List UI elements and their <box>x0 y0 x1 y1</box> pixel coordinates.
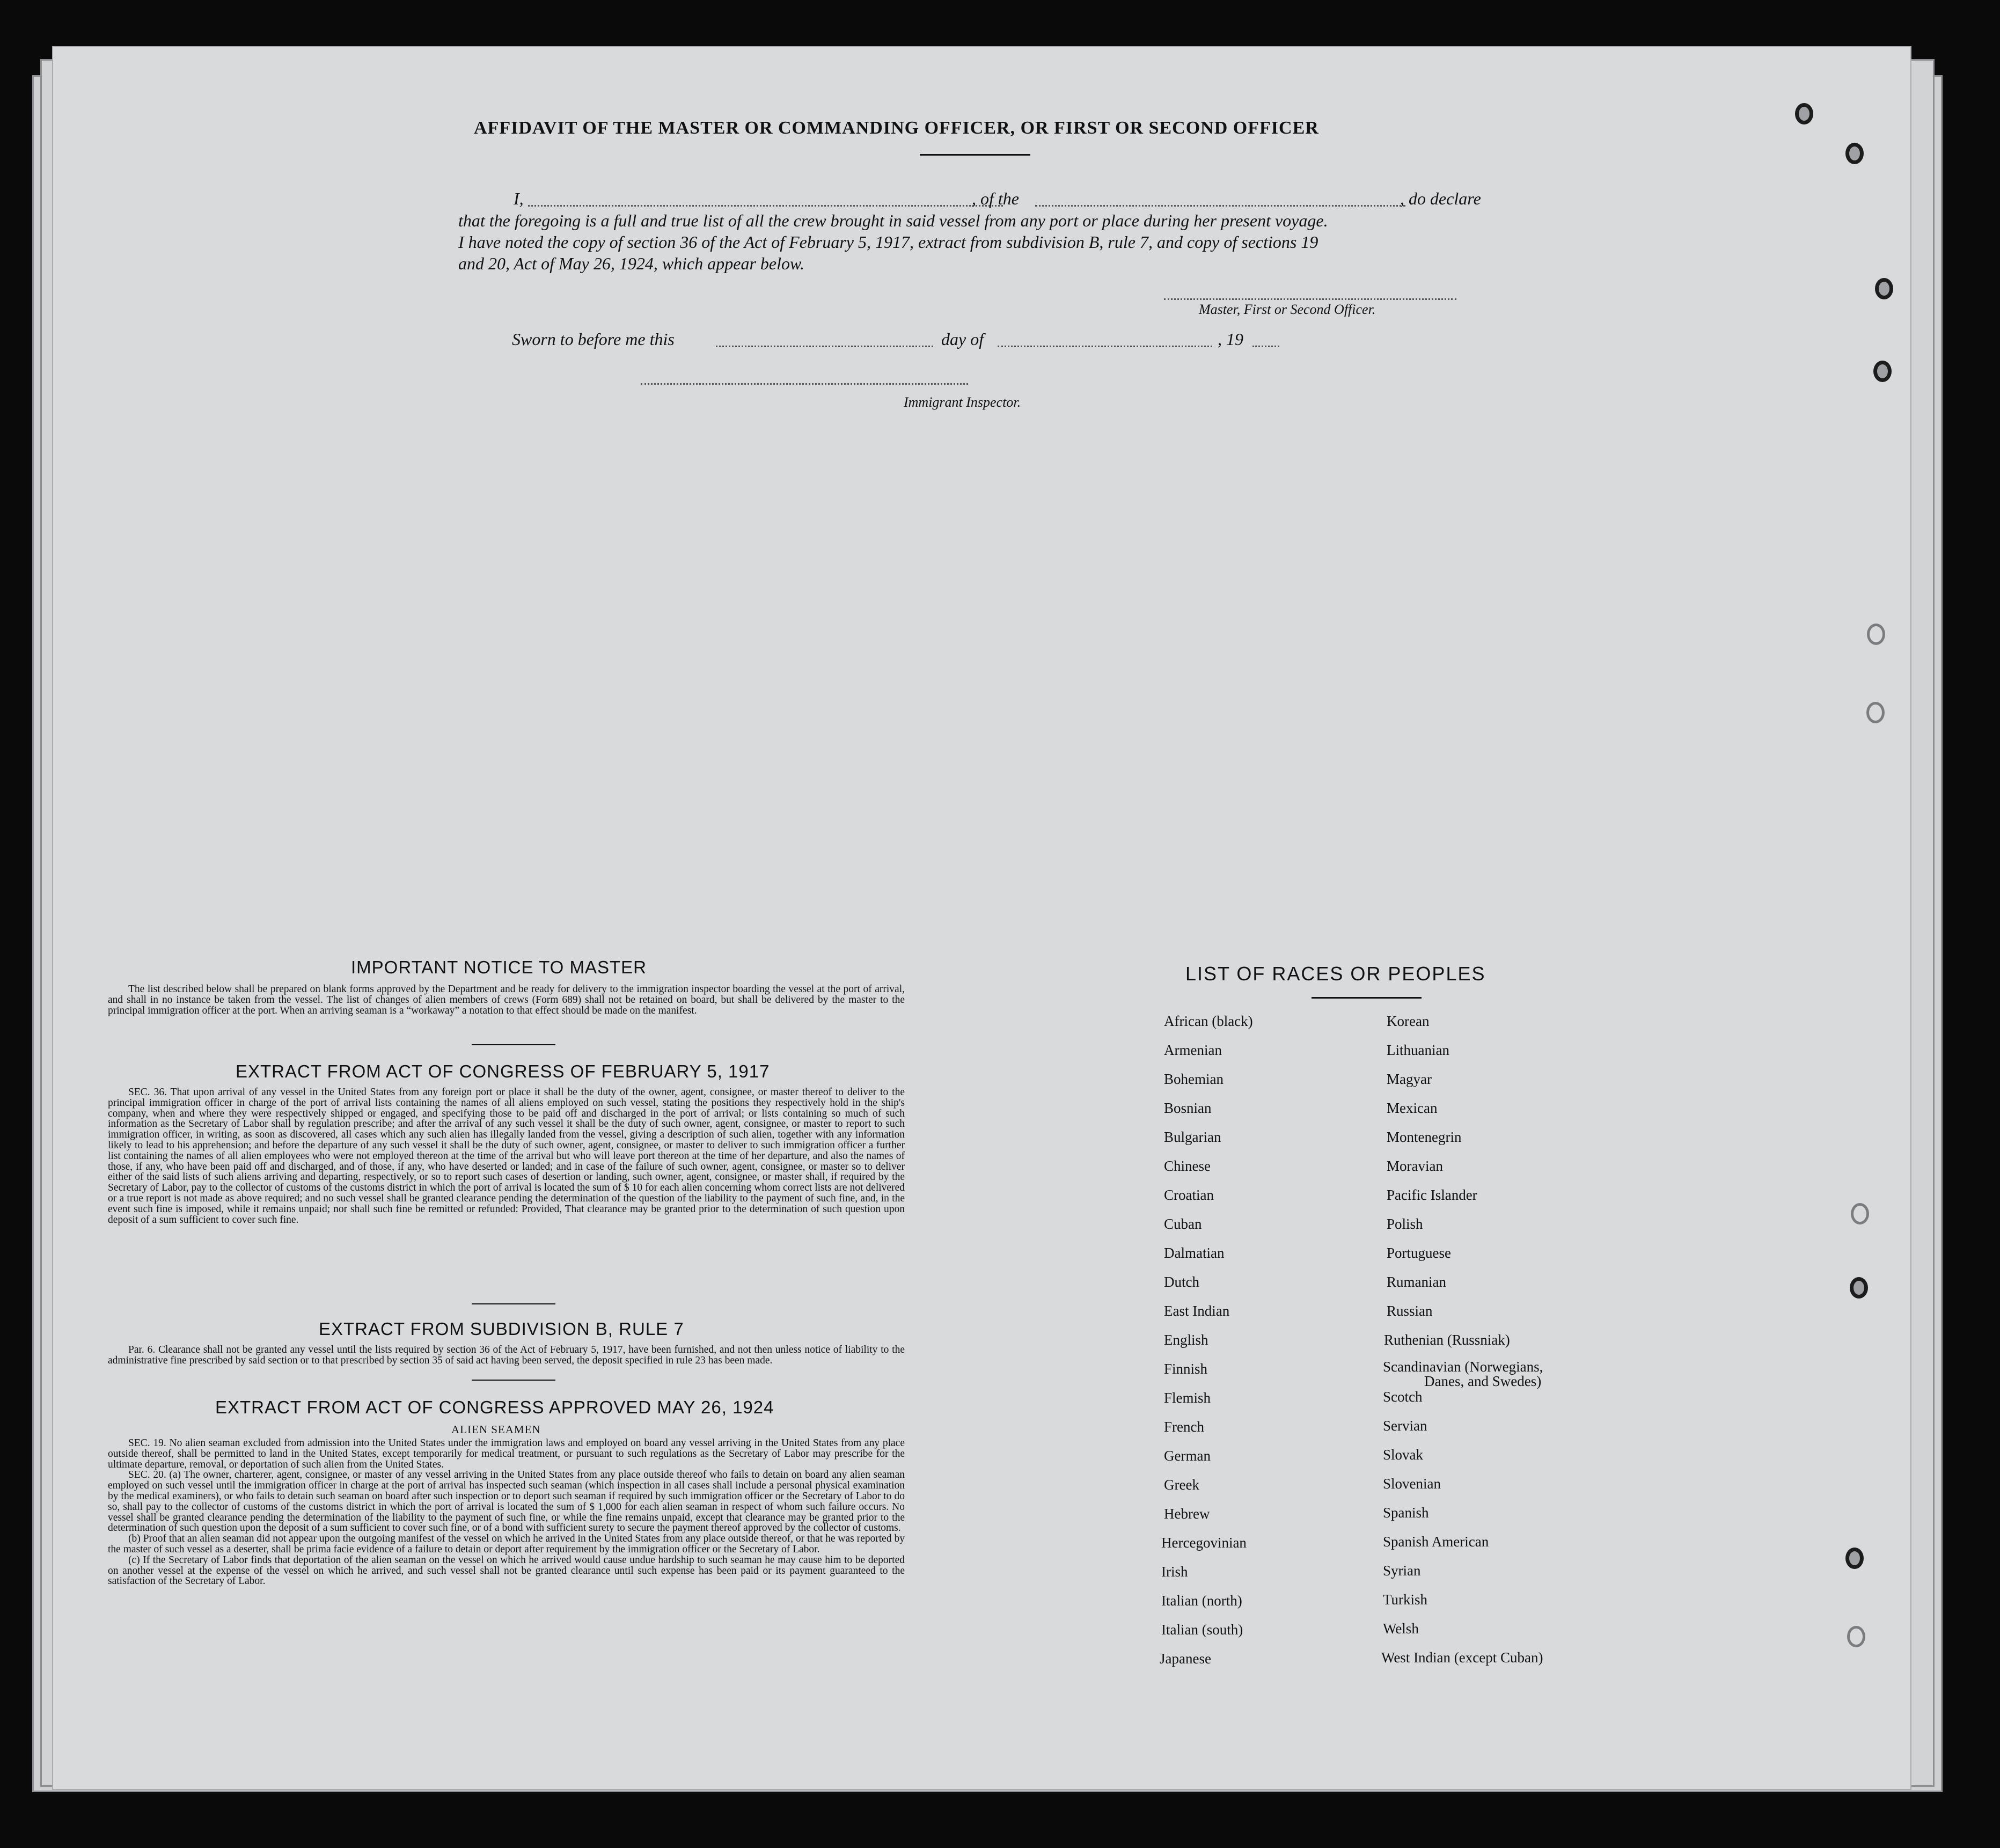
sec19-paragraph: SEC. 19. No alien seaman excluded from admission into the United States under the immigration laws and employed on board any vessel arriving in the United States from any place outside thereof, shall be permitted to land in the United States, except temporarily for medical treatment, or pursuant to such regulations as the Secretary of Labor may prescribe for the ultimate departure, removal, or deportation of such alien from the United States. <box>108 1438 905 1470</box>
race-item: German <box>1164 1448 1211 1464</box>
race-item: French <box>1164 1419 1204 1435</box>
sworn-year: , 19 <box>1218 329 1243 349</box>
extract-1917-text <box>108 1087 905 1225</box>
race-item: Spanish American <box>1383 1534 1489 1550</box>
binder-hole <box>1845 1548 1864 1569</box>
race-item: Hebrew <box>1164 1506 1210 1522</box>
binder-hole <box>1795 103 1813 124</box>
race-item: Syrian <box>1383 1563 1421 1579</box>
binder-hole <box>1873 361 1892 382</box>
race-item: Rumanian <box>1387 1274 1446 1290</box>
race-item: Welsh <box>1383 1620 1419 1637</box>
signature-label: Master, First or Second Officer. <box>1199 302 1376 317</box>
title-underline <box>920 154 1030 156</box>
extract-1924-title: EXTRACT FROM ACT OF CONGRESS APPROVED MAY 26, 1924 <box>215 1397 774 1417</box>
race-item: East Indian <box>1164 1303 1230 1319</box>
binder-hole <box>1851 1203 1869 1224</box>
race-item: Ruthenian (Russniak) <box>1384 1332 1510 1348</box>
manifest-back-page <box>52 46 1911 1790</box>
affidavit-line2: that the foregoing is a full and true list of all the crew brought in said vessel from any port or place during her present voyage. <box>458 211 1328 230</box>
alien-seamen-subtitle: ALIEN SEAMEN <box>451 1423 541 1436</box>
affidavit-line4: and 20, Act of May 26, 1924, which appear below. <box>458 254 804 273</box>
affidavit-of-the: , of the <box>972 189 1019 208</box>
race-item: Korean <box>1387 1013 1430 1029</box>
binder-hole <box>1867 624 1885 645</box>
race-item: Bulgarian <box>1164 1129 1221 1145</box>
race-item: Armenian <box>1164 1042 1222 1058</box>
race-item: Moravian <box>1387 1158 1443 1174</box>
sec36-paragraph: SEC. 36. That upon arrival of any vessel in the United States from any foreign port or place it shall be the duty of the owner, agent, consignee, or master thereof to deliver to the principal immigration officer in charge of the port of arrival lists containing the names of all aliens employed on such vessel, stating the positions they respectively hold in the ship's company, when and where they were respectively shipped or engaged, and specifying those to be paid off and discharged in the port of arrival; or lists containing so much of such information as the Secretary of Labor shall by regulation prescribe; and after the arrival of any such vessel it shall be the duty of such owner, agent, consignee, or master to report to such immigration officer, in writing, as soon as discovered, all cases which any such alien has illegally landed from the vessel, giving a description of such alien, together with any information likely to lead to his apprehension; and before the departure of any such vessel it shall be the duty of such owner, agent, consignee, or master to deliver to such immigration officer a further list containing the names of all alien employees who were not employed thereon at the time of the arrival but who will leave port thereon at the time of her departure, and also the names of those, if any, who have been paid off and discharged, and of those, if any, who have deserted or landed; and in case of the failure of such owner, agent, consignee, or master so to deliver either of the said lists of such aliens arriving and departing, respectively, or so to report such cases of desertion or landing, such owner, agent, consignee, or master shall, if required by the Secretary of Labor, pay to the collector of customs of the customs district in which the port of arrival is located the sum of $ 10 for each alien concerning whom correct lists are not delivered or a true report is not made as above required; and no such vessel shall be granted clearance pending the determination of the question of the liability to the payment of such fine, and, in the event such fine is imposed, while it remains unpaid; nor shall such fine be remitted or refunded: Provided, That clearance may be granted prior to the determination of such question upon deposit of a sum sufficient to cover such fine. <box>108 1087 905 1226</box>
notice-paragraph: The list described below shall be prepared on blank forms approved by the Department and be ready for delivery to the immigration inspector boarding the vessel at the port of arrival, and shall in no instance be taken from the vessel. The list of changes of alien members of crews (Form 689) shall not be retained on board, but shall be delivered by the master to the principal immigration officer at the port. When an arriving seaman is a “workaway” a notation to that effect should be made on the manifest. <box>108 984 905 1016</box>
race-item: Bosnian <box>1164 1100 1212 1116</box>
signature-blank[interactable] <box>1164 298 1456 300</box>
extract-rule7-title: EXTRACT FROM SUBDIVISION B, RULE 7 <box>319 1319 684 1339</box>
race-item: Mexican <box>1387 1100 1438 1116</box>
binder-hole <box>1850 1277 1868 1299</box>
race-item: Flemish <box>1164 1390 1211 1406</box>
section-divider <box>472 1303 555 1304</box>
race-item: Hercegovinian <box>1161 1535 1247 1551</box>
race-item: Irish <box>1161 1564 1188 1580</box>
name-blank[interactable] <box>528 205 1003 207</box>
vessel-blank[interactable] <box>1035 205 1405 207</box>
races-title: LIST OF RACES OR PEOPLES <box>1185 963 1486 985</box>
section-divider <box>472 1380 555 1381</box>
par6-paragraph: Par. 6. Clearance shall not be granted any vessel until the lists required by section 36 of the Act of February 5, 1917, have been furnished, and not then unless notice of liability to the administrative fine prescribed by said section or to that prescribed by section 35 of said act having been served, the deposit specified in rule 23 has been made. <box>108 1344 905 1366</box>
notice-text <box>108 984 905 1016</box>
section-divider <box>472 1044 555 1045</box>
notice-title: IMPORTANT NOTICE TO MASTER <box>351 957 647 977</box>
race-item: Scandinavian (Norwegians, <box>1383 1359 1543 1375</box>
race-item: Scotch <box>1383 1389 1423 1405</box>
races-underline <box>1312 997 1422 999</box>
sworn-day-of: day of <box>941 329 984 349</box>
race-item: Montenegrin <box>1387 1129 1462 1145</box>
race-item: Magyar <box>1387 1071 1432 1087</box>
binder-hole <box>1847 1626 1865 1647</box>
race-item: Finnish <box>1164 1361 1208 1377</box>
extract-rule7-text <box>108 1345 905 1366</box>
race-item: Pacific Islander <box>1387 1187 1477 1203</box>
race-item: Bohemian <box>1164 1071 1224 1087</box>
race-item: Lithuanian <box>1387 1042 1449 1058</box>
race-item: Italian (south) <box>1161 1622 1243 1638</box>
race-item: Dutch <box>1164 1274 1199 1290</box>
race-item: Croatian <box>1164 1187 1214 1203</box>
binder-hole <box>1866 702 1885 723</box>
race-item: Chinese <box>1164 1158 1211 1174</box>
inspector-blank[interactable] <box>641 383 968 385</box>
race-item: Cuban <box>1164 1216 1202 1232</box>
binder-hole <box>1845 143 1864 164</box>
race-item: Portuguese <box>1387 1245 1451 1261</box>
binder-hole <box>1875 278 1893 299</box>
affidavit-line3: I have noted the copy of section 36 of the Act of February 5, 1917, extract from subdivision B, rule 7, and copy of sections 19 <box>458 232 1318 252</box>
race-item: Italian (north) <box>1161 1593 1242 1609</box>
race-item: Polish <box>1387 1216 1423 1232</box>
race-item: West Indian (except Cuban) <box>1381 1649 1543 1666</box>
race-item: Dalmatian <box>1164 1245 1225 1261</box>
sworn-text: Sworn to before me this <box>512 329 675 349</box>
race-item: Japanese <box>1160 1651 1211 1667</box>
sec20b-paragraph: (b) Proof that an alien seaman did not appear upon the outgoing manifest of the vessel on which he arrived in the United States from any place outside thereof, or that he was reported by the master of such vessel as a deserter, shall be prima facie evidence of a failure to detain or deport after requirement by the immigration officer or the Secretary of Labor. <box>108 1533 905 1555</box>
race-item: Danes, and Swedes) <box>1424 1373 1542 1389</box>
affidavit-declare: , do declare <box>1400 189 1481 208</box>
extract-1917-title: EXTRACT FROM ACT OF CONGRESS OF FEBRUARY 5, 1917 <box>236 1061 770 1081</box>
race-item: Spanish <box>1383 1505 1429 1521</box>
sworn-year-blank[interactable] <box>1252 346 1279 347</box>
extract-1924-text <box>108 1438 905 1587</box>
race-item: Greek <box>1164 1477 1199 1493</box>
race-item: Russian <box>1387 1303 1433 1319</box>
race-item: English <box>1164 1332 1208 1348</box>
sec20c-paragraph: (c) If the Secretary of Labor finds that deportation of the alien seaman on the vessel on which he arrived would cause undue hardship to such seaman he may cause him to be deported on another vessel at the expense of the vessel on which he arrived, and such vessel shall not be granted clearance until such expense has been paid or its payment guaranteed to the satisfaction of the Secretary of Labor. <box>108 1554 905 1587</box>
affidavit-i: I, <box>514 189 524 208</box>
race-item: African (black) <box>1164 1013 1253 1029</box>
race-item: Turkish <box>1383 1592 1428 1608</box>
affidavit-title: AFFIDAVIT OF THE MASTER OR COMMANDING OFFICER, OR FIRST OR SECOND OFFICER <box>474 118 1319 138</box>
race-item: Servian <box>1383 1418 1427 1434</box>
inspector-label: Immigrant Inspector. <box>904 394 1021 410</box>
sworn-day-blank[interactable] <box>716 346 933 347</box>
race-item: Slovak <box>1383 1447 1424 1463</box>
sworn-month-blank[interactable] <box>998 346 1212 347</box>
sec20a-paragraph: SEC. 20. (a) The owner, charterer, agent, consignee, or master of any vessel arriving in the United States from any place outside thereof who fails to detain on board any alien seaman employed on such vessel until the immigration officer in charge at the port of arrival has inspected such seaman (which inspection in all cases shall include a personal physical examination by the medical examiners), or who fails to detain such seaman on board after such inspection or to deport such seaman if required by such immigration officer or the Secretary of Labor to do so, shall pay to the collector of customs of the customs district in which the port of arrival is located the sum of $ 1,000 for each alien seaman in respect of whom such failure occurs. No vessel shall be granted clearance pending the determination of the liability to the payment of such fine, or while the fine remains unpaid, except that clearance may be granted prior to the determination of such question upon the deposit of a sum sufficient to cover such fine, or of a bond with sufficient surety to secure the payment thereof approved by the collector of customs. <box>108 1469 905 1534</box>
race-item: Slovenian <box>1383 1476 1441 1492</box>
